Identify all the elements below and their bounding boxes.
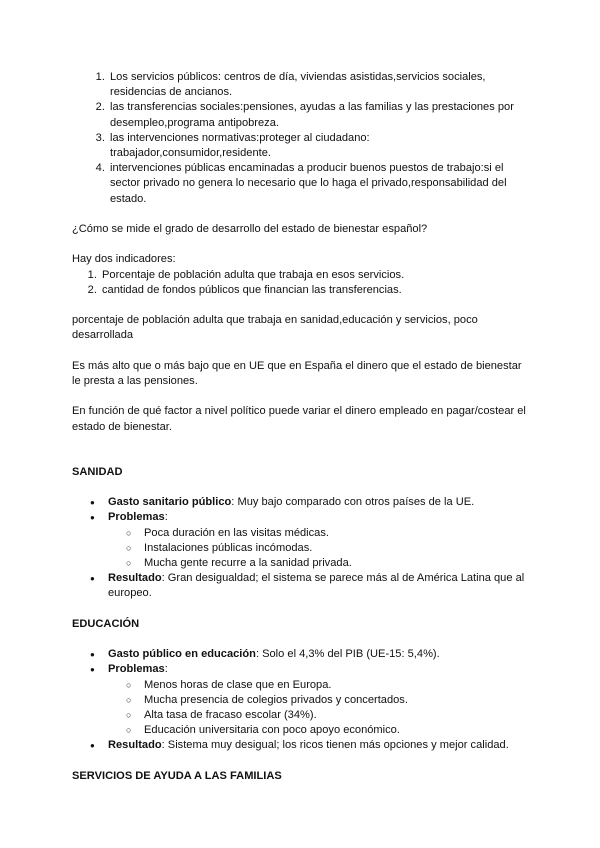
heading-sanidad: SANIDAD [72,465,123,478]
list-item: ● Problemas: ○ Menos horas de clase que en Europa. ○ Mucha presencia de colegios privados y concertados. ○ Alta tasa de fracaso escolar (34%). ○ Educación universitaria con poco apoyo económico. [108,662,532,738]
question-paragraph: ¿Cómo se mide el grado de desarrollo del estado de bienestar español? [72,223,428,236]
list-item: 2. las transferencias sociales:pensiones, ayudas a las familias y las prestaciones por desempleo,programa antipobreza. [108,100,532,130]
list-item: ○ Mucha gente recurre a la sanidad privada. [144,556,532,571]
list-item: 1. Los servicios públicos: centros de día, viviendas asistidas,servicios sociales, residencias de ancianos. [108,70,532,100]
list-item: ○ Poca duración en las visitas médicas. [144,526,532,541]
paragraph-pensions: Es más alto que o más bajo que en UE que en España el dinero que el estado de bienestar le presta a las pensiones. [72,359,522,387]
intro-list [72,70,532,207]
indicators-list [72,268,532,298]
list-item: ○ Alta tasa de fracaso escolar (34%). [144,708,532,723]
paragraph-employment: porcentaje de población adulta que trabaja en sanidad,educación y servicios, poco desarrollada [72,314,478,342]
list-item: ○ Educación universitaria con poco apoyo económico. [144,723,532,738]
list-item: ● Resultado: Sistema muy desigual; los ricos tienen más opciones y mejor calidad. [108,738,532,753]
list-item: ○ Instalaciones públicas incómodas. [144,541,532,556]
indicators-intro: Hay dos indicadores: [72,253,176,266]
heading-servicios-familias: SERVICIOS DE AYUDA A LAS FAMILIAS [72,769,282,782]
list-item: ○ Mucha presencia de colegios privados y concertados. [144,693,532,708]
list-item: ● Gasto público en educación: Solo el 4,3% del PIB (UE-15: 5,4%). [108,647,532,662]
educacion-problemas-list [108,678,532,739]
document-page [72,70,532,784]
list-item: ● Problemas: ○ Poca duración en las visitas médicas. ○ Instalaciones públicas incómodas. ○ Mucha gente recurre a la sanidad privada. [108,510,532,571]
list-item: 4. intervenciones públicas encaminadas a producir buenos puestos de trabajo:si el sector privado no genera lo necesario que lo haga el privado,responsabilidad del estado. [108,161,532,207]
list-item: 2. cantidad de fondos públicos que financian las transferencias. [100,283,532,298]
educacion-list [72,647,532,753]
heading-educacion: EDUCACIÓN [72,617,140,630]
sanidad-problemas-list [108,526,532,572]
list-item: ○ Menos horas de clase que en Europa. [144,678,532,693]
list-item: 3. las intervenciones normativas:proteger al ciudadano: trabajador,consumidor,residente. [108,131,532,161]
paragraph-political-factor: En función de qué factor a nivel político puede variar el dinero empleado en pagar/costear el estado de bienestar. [72,405,526,433]
list-item: ● Resultado: Gran desigualdad; el sistema se parece más al de América Latina que al europeo. [108,571,532,601]
sanidad-list [72,495,532,601]
list-item: ● Gasto sanitario público: Muy bajo comparado con otros países de la UE. [108,495,532,510]
list-item: 1. Porcentaje de población adulta que trabaja en esos servicios. [100,268,532,283]
